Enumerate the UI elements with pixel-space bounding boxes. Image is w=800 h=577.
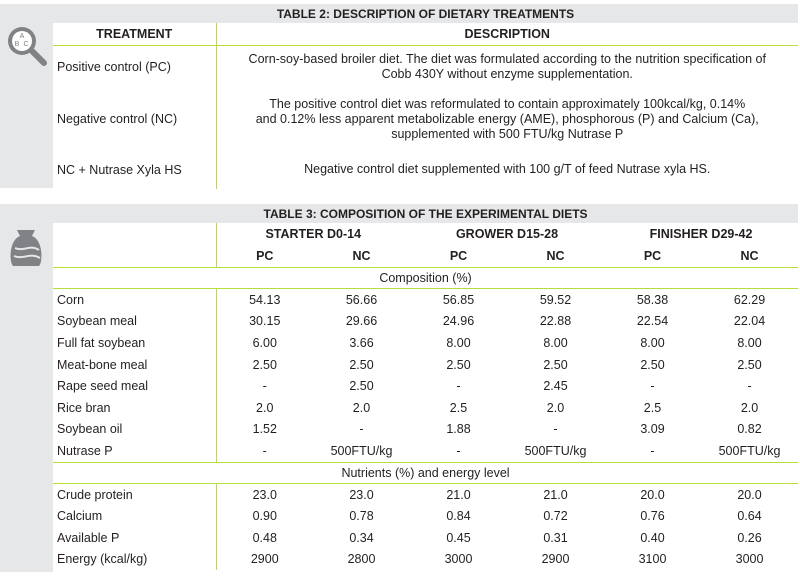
table-row: [53, 440, 798, 462]
table-row: [53, 151, 798, 189]
value-cell: 30.15: [249, 314, 281, 329]
row-label: Meat-bone meal: [53, 354, 216, 376]
phase-header: STARTER D0-14: [265, 227, 362, 241]
value-cell: -: [262, 443, 267, 458]
value-cell: 2.0: [256, 400, 274, 415]
value-cell: 23.0: [349, 487, 374, 502]
value-cell: 20.0: [640, 487, 665, 502]
description-line: Cobb 430Y without enzyme supplementation.: [381, 66, 633, 81]
table-caption: TABLE 3: COMPOSITION OF THE EXPERIMENTAL DIETS: [53, 204, 798, 223]
value-cell: 24.96: [442, 314, 475, 329]
value-cell: 2.50: [252, 357, 277, 372]
value-cell: 0.82: [737, 422, 762, 437]
description-line: Corn-soy-based broiler diet. The diet was formulated according to the nutrition specification of: [248, 51, 766, 66]
table-row: [53, 289, 798, 311]
value-cell: 2.0: [740, 400, 759, 415]
treatment-label: NC + Nutrase Xyla HS: [53, 151, 216, 189]
header-blank: [53, 245, 216, 268]
value-cell: 3000: [735, 552, 764, 567]
value-cell: 500FTU/kg: [524, 443, 587, 458]
table-row: [53, 483, 798, 505]
table-row: [53, 527, 798, 549]
column-header: TREATMENT: [53, 23, 216, 46]
table-caption: TABLE 2: DESCRIPTION OF DIETARY TREATMENTS: [53, 4, 798, 23]
subcolumn-header: PC: [604, 245, 701, 268]
table-row: [53, 549, 798, 571]
subcolumn-header: PC: [216, 245, 313, 268]
table-row: [53, 397, 798, 419]
value-cell: 2.45: [543, 379, 568, 394]
diet-composition-table: [53, 204, 798, 570]
value-cell: 59.52: [539, 292, 572, 307]
table-row: [53, 354, 798, 376]
svg-text:B: B: [14, 41, 20, 48]
section-header: Composition (%): [53, 268, 798, 289]
row-label: Available P: [53, 527, 216, 549]
value-cell: 2.0: [352, 400, 371, 415]
table-row: [53, 311, 798, 333]
value-cell: 0.64: [737, 509, 762, 524]
row-label: Corn: [53, 289, 216, 311]
row-label: Crude protein: [53, 483, 216, 505]
table-row: [53, 88, 798, 151]
value-cell: 21.0: [446, 487, 471, 502]
value-cell: 0.34: [349, 530, 374, 545]
description-line: and 0.12% less apparent metabolizable energy (AME), phosphorous (P) and Calcium (Ca),: [255, 111, 759, 126]
value-cell: 6.00: [252, 335, 277, 350]
value-cell: 0.84: [446, 509, 471, 524]
magnifier-abc-icon: [5, 24, 49, 68]
value-cell: -: [456, 443, 461, 458]
value-cell: 2.5: [449, 400, 468, 415]
table-row: [53, 419, 798, 441]
row-label: Calcium: [53, 505, 216, 527]
row-label: Nutrase P: [53, 440, 216, 462]
value-cell: -: [359, 422, 364, 437]
value-cell: 2.50: [737, 357, 762, 372]
table3-side-panel: [0, 204, 53, 572]
value-cell: 8.00: [640, 335, 665, 350]
value-cell: 1.88: [446, 422, 471, 437]
description-line: Negative control diet supplemented with 100 g/T of feed Nutrase xyla HS.: [304, 162, 711, 176]
value-cell: 2.50: [640, 357, 665, 372]
subcolumn-header: NC: [507, 245, 604, 268]
subcolumn-header: NC: [701, 245, 798, 268]
table-row: [53, 46, 798, 88]
value-cell: -: [553, 422, 558, 437]
value-cell: 23.0: [252, 487, 277, 502]
subcolumn-header: NC: [313, 245, 410, 268]
value-cell: 0.72: [543, 509, 568, 524]
value-cell: 2.0: [546, 400, 565, 415]
value-cell: 56.85: [442, 292, 475, 307]
table2-side-panel: [0, 4, 53, 188]
value-cell: 2.5: [643, 400, 662, 415]
value-cell: 2.50: [446, 357, 471, 372]
phase-header: FINISHER D29-42: [649, 227, 753, 241]
header-blank: [53, 223, 216, 245]
row-label: Soybean meal: [53, 311, 216, 333]
description-line: The positive control diet was reformulated to contain approximately 100kcal/kg, 0.14%: [269, 96, 746, 111]
value-cell: 2800: [347, 552, 376, 567]
value-cell: 22.88: [539, 314, 572, 329]
value-cell: 0.90: [252, 509, 277, 524]
value-cell: -: [456, 379, 461, 394]
table-row: [53, 505, 798, 527]
value-cell: 2.50: [543, 357, 568, 372]
feed-sack-icon: [5, 224, 47, 268]
value-cell: 3.09: [640, 422, 665, 437]
value-cell: 3000: [444, 552, 473, 567]
row-label: Full fat soybean: [53, 332, 216, 354]
treatment-description: [216, 151, 798, 189]
value-cell: 56.66: [345, 292, 378, 307]
value-cell: 2900: [250, 552, 279, 567]
value-cell: 0.26: [737, 530, 762, 545]
value-cell: 2.50: [349, 357, 374, 372]
treatment-description: [216, 88, 798, 151]
value-cell: 22.54: [636, 314, 669, 329]
value-cell: -: [650, 443, 655, 458]
treatment-label: Negative control (NC): [53, 88, 216, 151]
value-cell: 0.78: [349, 509, 374, 524]
row-label: Rice bran: [53, 397, 216, 419]
row-label: Energy (kcal/kg): [53, 549, 216, 571]
value-cell: 20.0: [737, 487, 762, 502]
value-cell: 22.04: [733, 314, 766, 329]
value-cell: 0.48: [252, 530, 277, 545]
table-row: [53, 375, 798, 397]
row-label: Soybean oil: [53, 419, 216, 441]
phase-header: GROWER D15-28: [455, 227, 559, 241]
nutrient-rows: [53, 483, 798, 570]
value-cell: 8.00: [737, 335, 762, 350]
section-header: Nutrients (%) and energy level: [53, 462, 798, 483]
row-label: Rape seed meal: [53, 375, 216, 397]
treatments-table: [53, 4, 798, 189]
value-cell: 8.00: [543, 335, 568, 350]
value-cell: 3.66: [349, 335, 374, 350]
treatment-label: Positive control (PC): [53, 46, 216, 88]
value-cell: -: [262, 379, 267, 394]
value-cell: 58.38: [636, 292, 669, 307]
description-line: supplemented with 500 FTU/kg Nutrase P: [391, 126, 624, 141]
value-cell: 8.00: [446, 335, 471, 350]
table-row: [53, 332, 798, 354]
subcolumn-header: PC: [410, 245, 507, 268]
composition-rows: [53, 289, 798, 463]
value-cell: 62.29: [733, 292, 766, 307]
value-cell: 500FTU/kg: [718, 443, 781, 458]
value-cell: 2.50: [349, 379, 374, 394]
column-header: DESCRIPTION: [216, 23, 798, 46]
value-cell: 2900: [541, 552, 570, 567]
svg-text:C: C: [23, 41, 29, 48]
value-cell: 3100: [638, 552, 667, 567]
treatment-description: [216, 46, 798, 88]
value-cell: -: [650, 379, 655, 394]
value-cell: 1.52: [252, 422, 277, 437]
value-cell: 0.45: [446, 530, 471, 545]
value-cell: 54.13: [249, 292, 281, 307]
value-cell: 500FTU/kg: [330, 443, 393, 458]
value-cell: 21.0: [543, 487, 568, 502]
value-cell: 0.76: [640, 509, 665, 524]
svg-text:A: A: [19, 33, 25, 40]
value-cell: 29.66: [345, 314, 378, 329]
value-cell: 0.40: [640, 530, 665, 545]
value-cell: 0.31: [543, 530, 568, 545]
value-cell: -: [747, 379, 752, 394]
